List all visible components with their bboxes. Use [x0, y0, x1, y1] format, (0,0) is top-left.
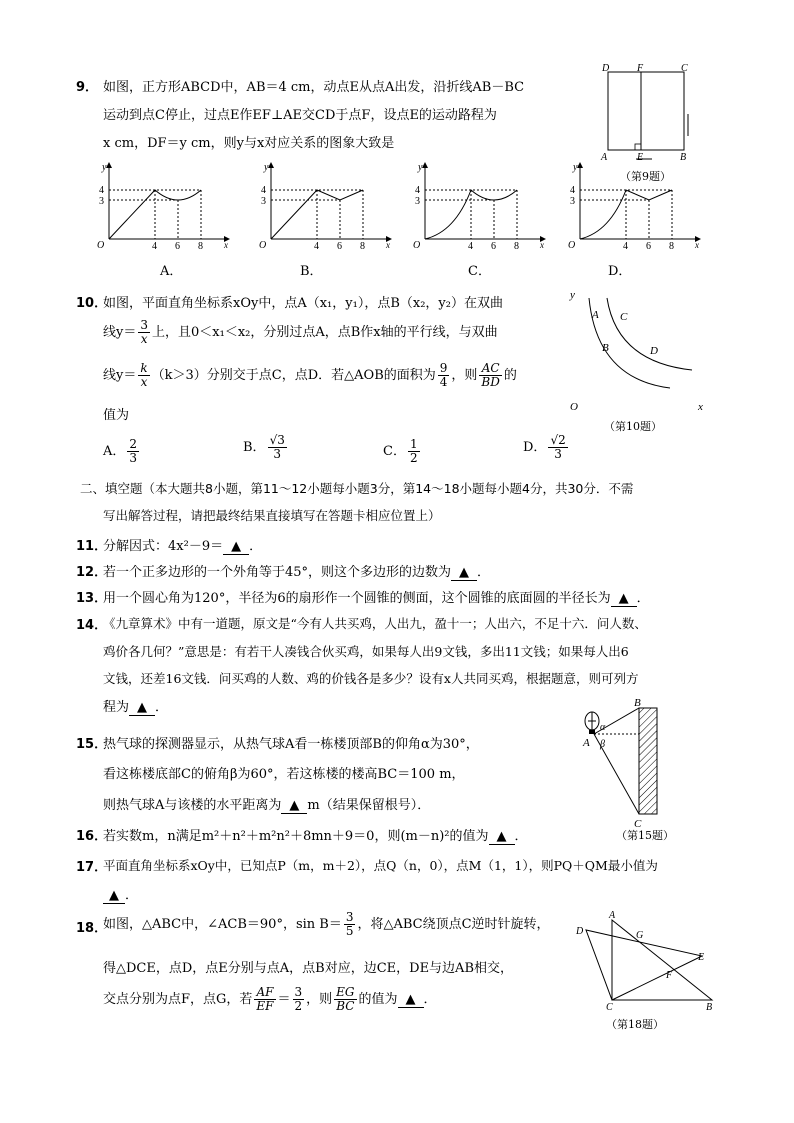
option-fraction [127, 438, 139, 465]
q9-graph-d [565, 162, 705, 250]
point-d-label: D [576, 926, 584, 937]
q10-line3-then: ，则 [451, 368, 478, 383]
point-e-label: E [698, 952, 705, 963]
q13-number: 13． [76, 591, 108, 606]
q17-number: 17． [76, 860, 108, 875]
option-fraction [268, 434, 287, 461]
tick-x8: 8 [360, 241, 365, 250]
q16-text [103, 825, 528, 845]
q16-end: ． [514, 829, 528, 844]
tick-y4: 4 [415, 185, 420, 196]
axis-x-label: x [386, 240, 390, 250]
q12-body: 若一个正多边形的一个外角等于45°，则这个多边形的边数为 [103, 565, 452, 580]
square-abcd [608, 72, 684, 150]
q14-line3: 文钱，还差16文钱．问买鸡的人数、鸡的价钱各是多少？设有x人共同买鸡，根据题意，则可列方 [103, 671, 639, 686]
q18-number: 18． [76, 921, 108, 936]
tick-x4: 4 [314, 241, 319, 250]
frac-den: BD [481, 375, 500, 389]
q14-answer-blank: ▲ [129, 700, 155, 716]
frac-den: x [140, 375, 148, 389]
frac-num: AC [479, 362, 501, 376]
frac-num: 1 [409, 437, 418, 451]
tick-y4: 4 [99, 185, 104, 196]
option-fraction [408, 438, 420, 465]
tick-x8: 8 [669, 241, 674, 250]
q18-line3 [103, 986, 437, 1013]
fraction-3-over-2 [293, 986, 305, 1013]
q9-option-c: C． [468, 264, 491, 279]
origin-label: O [570, 401, 578, 413]
label-f: F [637, 63, 644, 74]
graph-axes [106, 162, 230, 242]
frac-den: 3 [554, 447, 562, 461]
tick-x4: 4 [623, 241, 628, 250]
q9-line1: 如图，正方形ABCD中，AB＝4 cm，动点E从点A出发，沿折线AB－BC [103, 80, 525, 95]
option-label: C． [383, 444, 406, 459]
q10-line1: 如图，平面直角坐标系xOy中，点A（x₁，y₁），点B（x₂，y₂）在双曲 [103, 296, 503, 311]
point-b-label: B [634, 697, 641, 709]
q14-number: 14． [76, 618, 108, 633]
fraction-9-over-4 [438, 362, 450, 389]
frac-den: EF [256, 999, 274, 1013]
graph-axes [422, 162, 546, 242]
frac-den: 5 [345, 924, 354, 938]
q10-hyperbola-figure [562, 284, 712, 416]
label-b: B [680, 152, 687, 162]
frac-den: 3 [273, 447, 282, 461]
point-d-label: D [650, 345, 658, 357]
q12-text [103, 561, 490, 581]
q11-text [103, 535, 262, 555]
option-label: B． [243, 440, 266, 455]
q9-option-d: D． [608, 264, 632, 279]
label-c: C [681, 63, 688, 74]
tick-x8: 8 [198, 241, 203, 250]
axis-x-label: x [224, 240, 228, 250]
q13-text [103, 587, 650, 607]
q14-line1: 《九章算术》中有一道题，原文是“今有人共买鸡，人出九，盈十一；人出六，不足十六．问人数、 [103, 616, 647, 631]
q13-end: ． [636, 591, 650, 606]
q15-line2: 看这栋楼底部C的俯角β为60°，若这栋楼的楼高BC＝100 m， [103, 767, 465, 782]
frac-num: √2 [550, 433, 566, 447]
frac-num: AF [254, 986, 275, 1000]
tick-x4: 4 [152, 241, 157, 250]
q11-end: ． [249, 539, 263, 554]
q17-end: ． [125, 888, 139, 903]
q17-line2 [103, 884, 138, 904]
q14-line2: 鸡价各几何？”意思是：有若干人凑钱合伙买鸡，如果每人出9文钱，多出11文钱；如果每人出6 [103, 644, 629, 659]
q11-body: 分解因式：4x²－9＝ [103, 539, 224, 554]
q9-line3: x cm，DF＝y cm，则y与x对应关系的图象大致是 [103, 136, 395, 151]
q10-line3-start: 线y＝ [103, 368, 137, 383]
q9-graph-a [94, 162, 234, 250]
q10-line2 [103, 319, 498, 346]
q16-body: 若实数m，n满足m²＋n²＋m²n²＋8mn＋9＝0，则(m－n)²的值为 [103, 829, 489, 844]
frac-num: 3 [345, 910, 354, 924]
q15-answer-blank: ▲ [281, 798, 307, 814]
q12-number: 12． [76, 565, 108, 580]
point-a-label: A [583, 737, 590, 749]
q10-line4: 值为 [103, 408, 130, 423]
q15-number: 15． [76, 737, 108, 752]
q12-end: ． [477, 565, 491, 580]
q14-line4 [103, 696, 168, 716]
q14-end: ． [155, 700, 169, 715]
section2-heading-line1: 二、填空题（本大题共8小题，第11～12小题每小题3分，第14～18小题每小题4分，共30分．不需 [80, 481, 634, 496]
label-a: A [601, 152, 608, 162]
q16-answer-blank: ▲ [489, 829, 515, 845]
q9-option-b: B． [300, 264, 323, 279]
tick-y3: 3 [570, 196, 575, 207]
building [639, 708, 657, 814]
q9-caption: （第9题） [620, 170, 671, 183]
q10-line3 [103, 362, 517, 389]
option-label: D． [523, 440, 547, 455]
fraction-eg-over-bc [334, 986, 356, 1013]
fraction-3-over-x [138, 319, 150, 346]
label-e: E [637, 152, 644, 162]
axis-y-label: y [418, 162, 423, 173]
q15-line3 [103, 794, 430, 814]
frac-num: 2 [129, 437, 138, 451]
frac-den: BC [336, 999, 355, 1013]
q10-option-a [103, 438, 141, 465]
q15-body: 则热气球A与该楼的水平距离为 [103, 798, 282, 813]
frac-den: 2 [409, 451, 418, 465]
frac-den: 3 [129, 451, 138, 465]
q10-caption: （第10题） [604, 420, 662, 433]
q10-line3-end: 的 [503, 368, 517, 383]
axis-x-label: x [695, 240, 699, 250]
q13-body: 用一个圆心角为120°，半径为6的扇形作一个圆锥的侧面，这个圆锥的底面圆的半径长为 [103, 591, 611, 606]
frac-num: k [140, 361, 148, 375]
triangle-dce [586, 930, 705, 1000]
point-f-label: F [666, 970, 673, 981]
tick-x6: 6 [175, 241, 180, 250]
q14-body: 程为 [103, 700, 130, 715]
fraction-af-over-ef [254, 986, 275, 1013]
hyperbola-k-over-x [607, 298, 692, 370]
point-b-label: B [602, 342, 609, 354]
origin-label: O [259, 240, 267, 250]
tick-x4: 4 [468, 241, 473, 250]
point-a-label: A [609, 910, 616, 921]
angle-alpha-label: α [600, 722, 606, 733]
q10-line2-start: 线y＝ [103, 325, 137, 340]
angle-beta-label: β [600, 739, 605, 750]
tick-x6: 6 [646, 241, 651, 250]
q13-answer-blank: ▲ [611, 591, 637, 607]
axis-x-label: x [698, 401, 703, 413]
right-angle-mark [635, 144, 641, 150]
q18-end: ． [423, 992, 437, 1007]
point-c-label: C [634, 818, 642, 830]
point-c-label: C [606, 1002, 613, 1013]
q18-triangle-figure [570, 908, 720, 1014]
tick-x6: 6 [491, 241, 496, 250]
point-c-label: C [620, 311, 628, 323]
q18-then: ，则 [306, 992, 333, 1007]
frac-num: 3 [140, 318, 148, 332]
q18-caption: （第18题） [606, 1018, 664, 1031]
graph-axes [577, 162, 701, 242]
frac-den: 2 [294, 999, 303, 1013]
q10-number: 10． [76, 296, 108, 311]
q10-line2-end: 上，且0＜x₁＜x₂，分别过点A，点B作x轴的平行线，与双曲 [152, 325, 498, 340]
axis-y-label: y [264, 162, 269, 173]
q18-line2: 得△DCE，点D，点E分别与点A，点B对应，边CE，DE与边AB相交， [103, 961, 514, 976]
tick-y4: 4 [261, 185, 266, 196]
fraction-ac-over-bd [479, 362, 501, 389]
q18-answer-blank: ▲ [398, 992, 424, 1008]
q15-line1: 热气球的探测器显示，从热气球A看一栋楼顶部B的仰角α为30°， [103, 737, 479, 752]
q18-equals: ＝ [277, 992, 291, 1007]
fraction-3-over-5 [344, 911, 356, 938]
origin-label: O [568, 240, 576, 250]
q18-line3-end: 的值为 [358, 992, 398, 1007]
q9-option-a: A． [160, 264, 183, 279]
origin-label: O [97, 240, 105, 250]
q10-option-c [383, 438, 422, 465]
tick-x8: 8 [514, 241, 519, 250]
triangle-abc [612, 920, 712, 1000]
q10-line3-mid: （k＞3）分别交于点C，点D．若△AOB的面积为 [151, 368, 436, 383]
q17-line1: 平面直角坐标系xOy中，已知点P（m，m＋2），点Q（n，0），点M（1，1），则PQ＋QM最小值为 [103, 858, 658, 873]
tick-x6: 6 [337, 241, 342, 250]
q18-line1-start: 如图，△ABC中，∠ACB＝90°，sin B＝ [103, 917, 342, 932]
q9-line2: 运动到点C停止，过点E作EF⊥AE交CD于点F，设点E的运动路程为 [103, 108, 497, 123]
tick-y3: 3 [99, 196, 104, 207]
point-g-label: G [636, 930, 644, 941]
axis-x-label: x [540, 240, 544, 250]
q11-answer-blank: ▲ [223, 539, 249, 555]
axis-y-label: y [573, 162, 578, 173]
axis-y-label: y [102, 162, 107, 173]
axis-y-label: y [570, 289, 575, 301]
q9-number: 9． [76, 80, 99, 95]
q10-option-b [243, 434, 289, 461]
fraction-k-over-x [138, 362, 149, 389]
q15-caption: （第15题） [616, 829, 674, 842]
tick-y4: 4 [570, 185, 575, 196]
graph-axes [268, 162, 392, 242]
q15-balloon-figure [578, 696, 678, 831]
section2-heading-line2: 写出解答过程，请把最终结果直接填写在答题卡相应位置上） [103, 508, 441, 523]
balloon-basket [589, 730, 595, 734]
frac-den: 4 [439, 375, 448, 389]
q10-option-d [523, 434, 570, 461]
q11-number: 11． [76, 539, 108, 554]
tick-y3: 3 [261, 196, 266, 207]
origin-label: O [413, 240, 421, 250]
tick-y3: 3 [415, 196, 420, 207]
frac-num: √3 [269, 433, 285, 447]
frac-den: x [140, 332, 148, 346]
q15-end: m（结果保留根号）． [307, 798, 431, 813]
option-label: A． [103, 444, 126, 459]
q9-graph-b [256, 162, 396, 250]
q18-line3-start: 交点分别为点F，点G，若 [103, 992, 253, 1007]
frac-num: 9 [439, 361, 448, 375]
q18-line1 [103, 911, 550, 938]
q9-graph-c [410, 162, 550, 250]
q16-number: 16． [76, 829, 108, 844]
frac-num: EG [336, 985, 355, 999]
label-d: D [602, 63, 610, 74]
q12-answer-blank: ▲ [451, 565, 477, 581]
q17-answer-blank: ▲ [103, 888, 125, 904]
point-b-label: B [706, 1002, 713, 1013]
frac-num: 3 [294, 985, 303, 999]
q18-line1-end: ，将△ABC绕顶点C逆时针旋转， [357, 917, 550, 932]
q9-square-figure [598, 62, 694, 162]
option-fraction [548, 434, 567, 461]
point-a-label: A [592, 309, 599, 321]
